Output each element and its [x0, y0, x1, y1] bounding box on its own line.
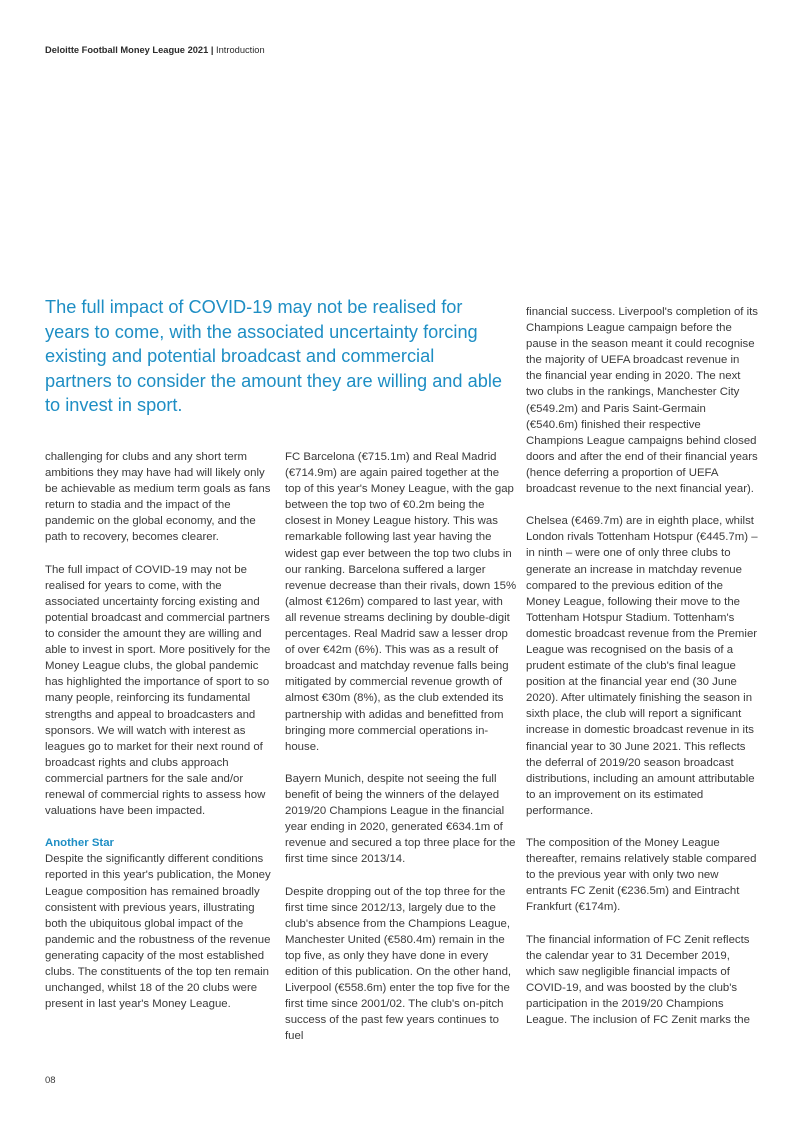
header-separator: | [210, 45, 214, 55]
pull-quote: The full impact of COVID-19 may not be realised for years to come, with the associated uncertainty forcing existing and potential broadcast and commercial partners to consider the amount they are willing and able to invest in sport. [45, 297, 502, 415]
paragraph: The full impact of COVID-19 may not be realised for years to come, with the associated uncertainty forcing existing and potential broadcast and commercial partners to consider the amount they are willing and able to invest in sport. More positively for the Money League clubs, the global pandemic has highlighted the importance of sport to so many people, reinforcing its fundamental strengths and appeal to broadcasters and sponsors. We will watch with interest as leagues go to market for their next round of broadcast rights and clubs approach commercial partners for the sale and/or renewal of commercial rights to assess how valuations have been impacted. [45, 563, 271, 818]
section-title: Introduction [216, 45, 265, 55]
paragraph: The composition of the Money League thereafter, remains relatively stable compared to the previous year with only two new entrants FC Zenit (€236.5m) and Eintracht Frankfurt (€174m). [526, 837, 757, 914]
paragraph: Chelsea (€469.7m) are in eighth place, whilst London rivals Tottenham Hotspur (€445.7m) – in ninth – were one of only three clubs to generate an increase in matchday revenue compared to the previous edition of the Money League, following their move to the Tottenham Hotspur Stadium. Tottenham's domestic broadcast revenue from the Premier League was recognised on the basis of a prudent estimate of the club's final league position at the financial year end (30 June 2020). After ultimately finishing the season in sixth place, the club will report a significant increase in domestic broadcast revenue in its financial year to 30 June 2021. This reflects the deferral of 2019/20 season broadcast distributions, including an amount attributable to an improvement on its estimated performance. [526, 515, 758, 817]
text-column-3 [526, 304, 758, 1028]
paragraph: financial success. Liverpool's completion of its Champions League campaign before the pause in the season meant it could recognise the majority of UEFA broadcast revenue in the financial year ending in 2020. The next two clubs in the rankings, Manchester City (€549.2m) and Paris Saint-Germain (€540.6m) finished their respective Champions League campaigns behind closed doors and after the end of their financial years (hence deferring a proportion of UEFA broadcast revenue to the next financial year). [526, 306, 758, 496]
paragraph: Despite dropping out of the top three for the first time since 2012/13, largely due to the club's absence from the Champions League, Manchester United (€580.4m) remain in the top five, as only they have done in every edition of this publication. On the other hand, Liverpool (€558.6m) enter the top five for the first time since 2001/02. The club's on-pitch success of the past few years continues to fuel [285, 885, 512, 1043]
paragraph: challenging for clubs and any short term ambitions they may have had will likely only be achievable as medium term goals as fans return to stadia and the impact of the pandemic on the global economy, and the path to recovery, becomes clearer. [45, 451, 271, 544]
text-column-1 [45, 449, 277, 1012]
paragraph: Despite the significantly different conditions reported in this year's publication, the Money League composition has remained broadly consistent with previous years, illustrating both the ubiquitous global impact of the pandemic and the robustness of the revenue generating capacity of the most established clubs. The constituents of the top ten remain unchanged, whilst 18 of the 20 clubs were present in last year's Money League. [45, 853, 271, 1011]
running-header [45, 44, 265, 56]
paragraph: The financial information of FC Zenit reflects the calendar year to 31 December 2019, which saw negligible financial impacts of COVID-19, and was boosted by the club's participation in the 2019/20 Champions League. The inclusion of FC Zenit marks the [526, 933, 750, 1027]
paragraph: FC Barcelona (€715.1m) and Real Madrid (€714.9m) are again paired together at the top of this year's Money League, with the gap between the top two of €0.2m being the closest in Money League history. This was remarkable following last year having the widest gap ever between the top two clubs in our ranking. Barcelona suffered a larger revenue decrease than their rivals, down 15% (almost €126m) compared to last year, with all revenue streams declining by double-digit percentages. Real Madrid saw a lesser drop of over €42m (6%). This was as a result of broadcast and matchday revenue falls being mitigated by commercial revenue growth of almost €30m (8%), as the club extended its partnership with adidas and benefitted from bringing more commercial operations in-house. [285, 451, 517, 753]
page-number: 08 [45, 1075, 56, 1086]
paragraph: Bayern Munich, despite not seeing the full benefit of being the winners of the delayed 2019/20 Champions League in the financial year ending in 2020, generated €634.1m of revenue and secured a top three place for the first time since 2013/14. [285, 772, 516, 866]
publication-title: Deloitte Football Money League 2021 [45, 45, 209, 55]
subheading-another-star: Another Star [45, 837, 114, 850]
text-column-2 [285, 449, 517, 1044]
